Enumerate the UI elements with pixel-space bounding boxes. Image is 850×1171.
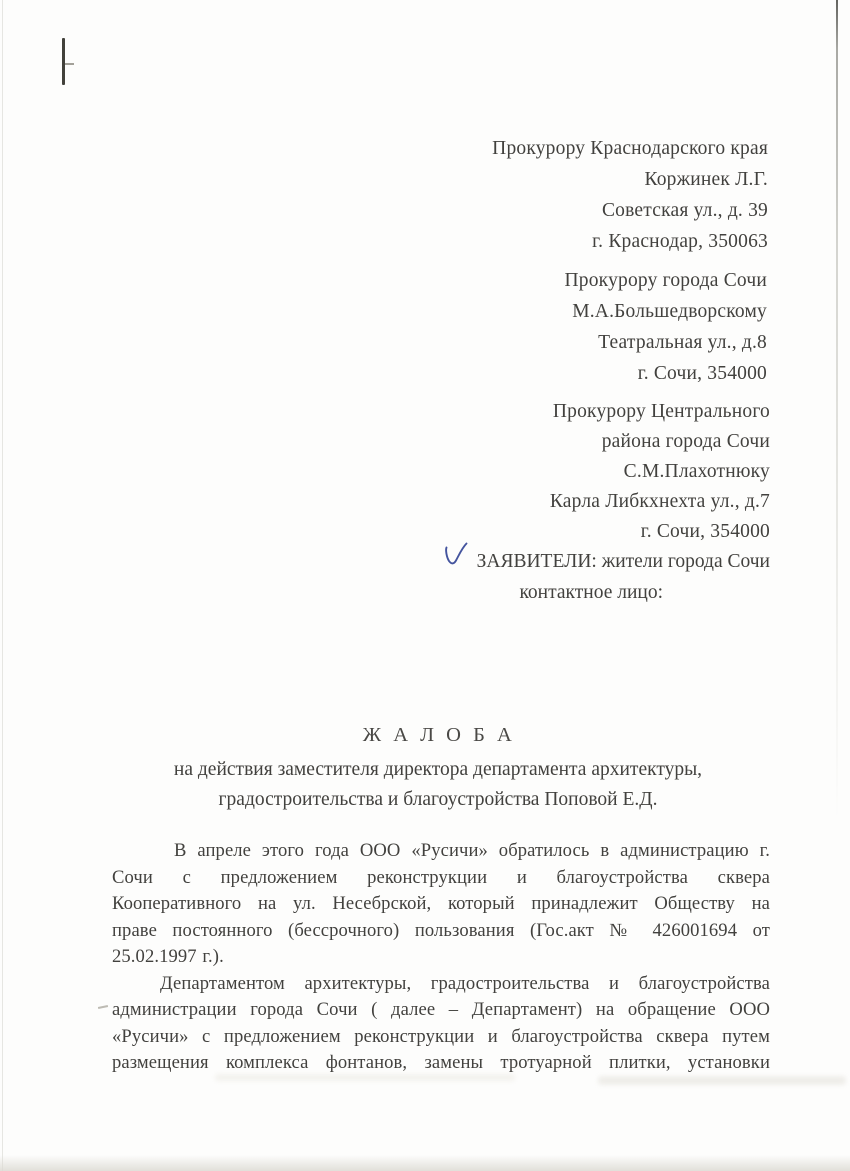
recipient-line: г. Сочи, 354000: [637, 363, 767, 384]
applicants-block: [477, 546, 770, 608]
bleed-through-smudge: [598, 1076, 846, 1085]
recipient-block-sochi-city: [565, 265, 768, 389]
body-line: 25.02.1997 г.).: [112, 946, 224, 967]
recipient-line: Прокурору Краснодарского края: [492, 138, 768, 159]
complaint-title: Ж А Л О Б А: [362, 724, 514, 746]
stray-dash-mark: [98, 1005, 108, 1009]
subtitle-line: градостроительства и благоустройства Поповой Е.Д.: [218, 789, 658, 810]
recipient-line: С.М.Плахотнюку: [623, 461, 770, 482]
body-line: администрации города Сочи ( далее – Департамент) на обращение ООО: [112, 999, 770, 1020]
recipient-block-central-district: [550, 397, 770, 547]
page-bottom-shadow: [0, 1155, 850, 1171]
recipient-line: района города Сочи: [601, 431, 770, 452]
recipient-line: Прокурору Центрального: [552, 401, 770, 422]
recipient-line: Коржинек Л.Г.: [644, 169, 768, 190]
document-body: [112, 838, 770, 1077]
page-edge-left: [2, 0, 3, 1171]
body-line: праве постоянного (бессрочного) пользования (Гос.акт № 426001694 от: [112, 919, 770, 941]
body-line: Департаментом архитектуры, градостроительства и благоустройства: [160, 972, 770, 994]
recipient-line: Карла Либкхнехта ул., д.7: [549, 491, 770, 512]
recipient-line: М.А.Большедворскому: [572, 301, 767, 322]
applicants-line: ЗАЯВИТЕЛИ: жители города Сочи: [476, 551, 770, 572]
contact-person-line: контактное лицо:: [519, 582, 663, 603]
body-line: размещения комплекса фонтанов, замены тротуарной плитки, установки: [112, 1052, 770, 1073]
handwritten-checkmark-icon: [443, 541, 470, 571]
body-paragraph-2: [112, 971, 770, 1077]
body-line: В апреле этого года ООО «Русичи» обратилось в администрацию г.: [174, 840, 770, 861]
recipient-block-krasnodar-krai: [492, 133, 768, 257]
complaint-subtitle: [110, 755, 766, 815]
recipient-line: г. Краснодар, 350063: [592, 231, 768, 252]
recipient-line: г. Сочи, 354000: [640, 521, 770, 542]
subtitle-line: на действия заместителя директора департамента архитектуры,: [173, 759, 703, 780]
page-edge-right: [836, 0, 838, 820]
body-line: «Русичи» с предложением реконструкции и благоустройства сквера путем: [112, 1025, 770, 1047]
body-line: Кооперативного на ул. Несебрской, который принадлежит Обществу на: [112, 893, 770, 914]
recipient-line: Прокурору города Сочи: [564, 270, 767, 291]
recipient-line: Театральная ул., д.8: [598, 332, 767, 353]
pen-stroke-icon: [62, 38, 65, 85]
body-line: Сочи с предложением реконструкции и благоустройства сквера: [112, 866, 770, 888]
body-paragraph-1: [112, 838, 770, 971]
recipient-line: Советская ул., д. 39: [601, 200, 768, 221]
